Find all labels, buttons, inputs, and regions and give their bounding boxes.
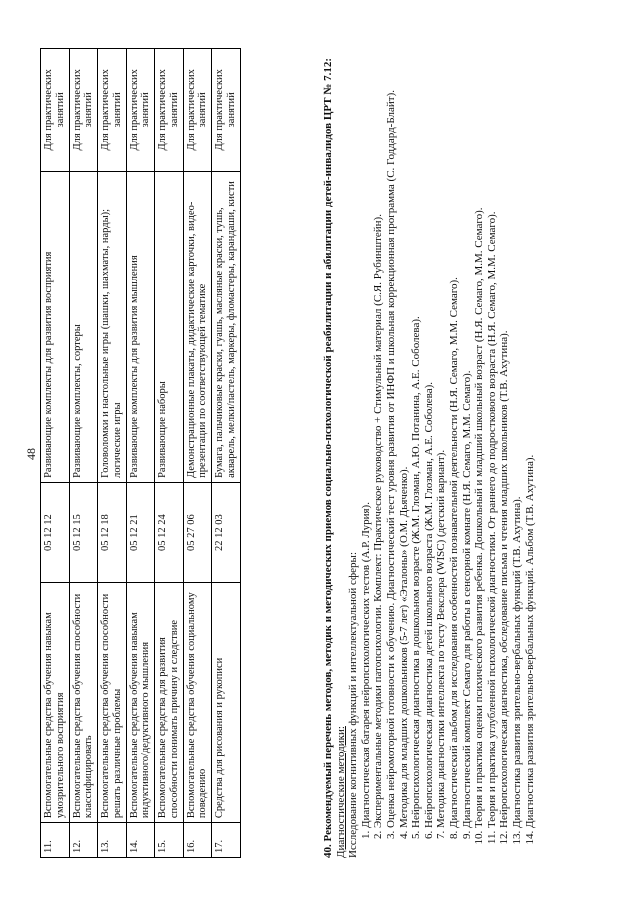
cell-desc: Развивающие комплекты для развития восприятия — [41, 171, 70, 482]
method-item: 6. Нейропсихологическая диагностика детей школьного возраста (Ж.М. Глозман, А.Е. Соболева). — [423, 48, 436, 828]
method-item: 1. Диагностическая батарея нейропсихологических тестов (А.Р. Лурия). — [360, 48, 373, 828]
cell-n: 13. — [98, 823, 127, 858]
method-item: 3. Оценка нейромоторной готовности к обучению. Диагностический тест уровня развития от ИНФП и школьная коррекционная программа (С. Годдард-Блайт). — [385, 48, 398, 828]
cell-code: 05 12 18 — [98, 482, 127, 582]
cell-desc: Головоломки и настольные игры (шашки, шахматы, нарды); логические игры — [98, 171, 127, 482]
method-item: 11. Теория и практика углубленной психологической диагностики. От раннего до подросткового возраста (Н.Я. Семаго, М.М. Семаго). — [486, 48, 499, 828]
section-subheading: Диагностические методики: — [334, 726, 347, 858]
table-row — [69, 49, 98, 858]
cell-n: 14. — [126, 823, 155, 858]
cell-purpose: Для практических занятий — [183, 49, 212, 172]
method-item: 2. Экспериментальные методики патопсихологии. Комплект: Практическое руководство + Стимульный материал (С.Я. Рубинштейн). — [372, 48, 385, 828]
methods-section — [322, 48, 536, 858]
cell-name: Вспомогательные средства обучения способности решать различные проблемы — [98, 583, 127, 823]
cell-desc: Развивающие комплекты, сортеры — [69, 171, 98, 482]
table-row — [41, 49, 70, 858]
cell-code: 22 12 03 — [212, 482, 241, 582]
cell-desc: Демонстрационные плакаты, дидактические карточки, видео-презентации по соответствующей тематике — [183, 171, 212, 482]
method-item: 5. Нейропсихологическая диагностика в дошкольном возрасте (Ж.М. Глозман, А.Ю. Потанина, А.Е. Соболева). — [410, 48, 423, 828]
cell-n: 15. — [155, 823, 184, 858]
method-item: 14. Диагностика развития зрительно-вербальных функций. Альбом (Т.В. Ахутина). — [524, 48, 537, 828]
method-item: 8. Диагностический альбом для исследования особенностей познавательной деятельности (Н.Я. Семаго, М.М. Семаго). — [448, 48, 461, 828]
cell-name: Вспомогательные средства обучения навыкам умозрительного восприятия — [41, 583, 70, 823]
method-item: 10. Теория и практика оценки психического развития ребенка. Дошкольный и младший школьный возраст (Н.Я. Семаго, М.М. Семаго). — [473, 48, 486, 828]
cell-purpose: Для практических занятий — [155, 49, 184, 172]
method-item: 4. Методика для младших дошкольников (5-7 лет) «Эталоны» (О.М. Дьяченко). — [398, 48, 411, 828]
cell-code: 05 12 15 — [69, 482, 98, 582]
method-item: 7. Методика диагностики интеллекта по тесту Векслера (WISC) (детский вариант). — [435, 48, 448, 828]
section-heading: 40. Рекомендуемый перечень методов, методик и методических приемов социально-психологической реабилитации и абилитации детей-инвалидов ЦРТ № 7.12: — [322, 57, 334, 858]
cell-purpose: Для практических занятий — [126, 49, 155, 172]
cell-name: Вспомогательные средства обучения навыкам индуктивного/дедуктивного мышления — [126, 583, 155, 823]
cell-name: Вспомогательные средства для развития способности понимать причину и следствие — [155, 583, 184, 823]
page-number: 48 — [24, 448, 38, 460]
cell-purpose: Для практических занятий — [98, 49, 127, 172]
cell-desc: Развивающие комплекты для развития мышления — [126, 171, 155, 482]
table-row — [212, 49, 241, 858]
aids-table — [40, 48, 241, 858]
cell-purpose: Для практических занятий — [41, 49, 70, 172]
cell-name: Вспомогательные средства обучения социальному поведению — [183, 583, 212, 823]
method-item: 9. Диагностический комплект Семаго для работы в сенсорной комнате (Н.Я. Семаго, М.М. Семаго). — [461, 48, 474, 828]
table-row — [155, 49, 184, 858]
section-intro: Исследование когнитивных функций и интеллектуальной сферы: — [347, 551, 360, 858]
method-item: 12. Нейропсихологическая диагностика, обследование письма и чтения младших школьников (Т.В. Ахутина). — [498, 48, 511, 828]
cell-n: 17. — [212, 823, 241, 858]
cell-purpose: Для практических занятий — [69, 49, 98, 172]
table-row — [183, 49, 212, 858]
cell-code: 05 12 24 — [155, 482, 184, 582]
table-row — [126, 49, 155, 858]
cell-n: 11. — [41, 823, 70, 858]
cell-purpose: Для практических занятий — [212, 49, 241, 172]
aids-table-body — [41, 49, 241, 858]
cell-code: 05 12 12 — [41, 482, 70, 582]
cell-name: Вспомогательные средства обучения способности классифицировать — [69, 583, 98, 823]
cell-n: 12. — [69, 823, 98, 858]
methods-list — [360, 48, 536, 858]
cell-code: 05 12 21 — [126, 482, 155, 582]
cell-code: 05 27 06 — [183, 482, 212, 582]
method-item: 13. Диагностика развития зрительно-вербальных функций (Т.В. Ахутина). — [511, 48, 524, 828]
cell-desc: Развивающие наборы — [155, 171, 184, 482]
cell-n: 16. — [183, 823, 212, 858]
table-row — [98, 49, 127, 858]
cell-name: Средства для рисования и рукописи — [212, 583, 241, 823]
cell-desc: Бумага, пальчиковые краски, гуашь, масляные краски, тушь, акварель, мелки/пастель, маркеры, фломастеры, карандаши, кисти — [212, 171, 241, 482]
